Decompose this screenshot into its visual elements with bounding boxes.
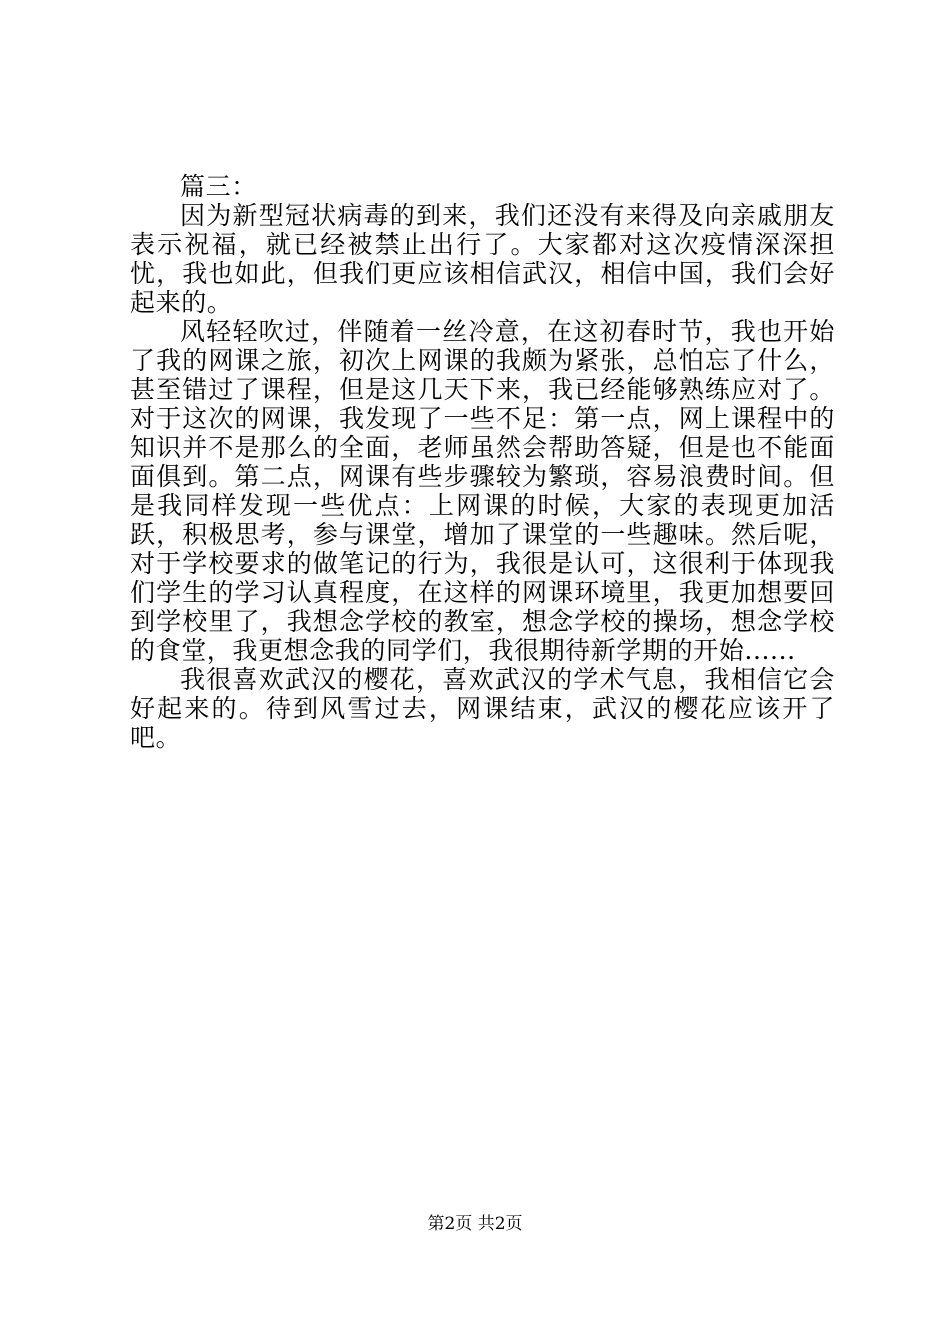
section-title: 篇三： bbox=[180, 172, 257, 201]
document-body bbox=[130, 172, 835, 752]
paragraph-3: 我很喜欢武汉的樱花，喜欢武汉的学术气息，我相信它会好起来的。待到风雪过去，网课结束，武汉的樱花应该开了吧。 bbox=[130, 665, 835, 752]
page-footer bbox=[0, 1213, 950, 1235]
paragraph-2: 风轻轻吹过，伴随着一丝冷意，在这初春时节，我也开始了我的网课之旅，初次上网课的我颇为紧张，总怕忘了什么，甚至错过了课程，但是这几天下来，我已经能够熟练应对了。对于这次的网课，我发现了一些不足：第一点，网上课程中的知识并不是那么的全面，老师虽然会帮助答疑，但是也不能面面俱到。第二点，网课有些步骤较为繁琐，容易浪费时间。但是我同样发现一些优点：上网课的时候，大家的表现更加活跃，积极思考，参与课堂，增加了课堂的一些趣味。然后呢，对于学校要求的做笔记的行为，我很是认可，这很利于体现我们学生的学习认真程度，在这样的网课环境里，我更加想要回到学校里了，我想念学校的教室，想念学校的操场，想念学校的食堂，我更想念我的同学们，我很期待新学期的开始...... bbox=[130, 317, 835, 665]
paragraph-1: 因为新型冠状病毒的到来，我们还没有来得及向亲戚朋友表示祝福，就已经被禁止出行了。大家都对这次疫情深深担忧，我也如此，但我们更应该相信武汉，相信中国，我们会好起来的。 bbox=[130, 201, 835, 317]
page-number-label: 第2页 共2页 bbox=[427, 1214, 523, 1234]
